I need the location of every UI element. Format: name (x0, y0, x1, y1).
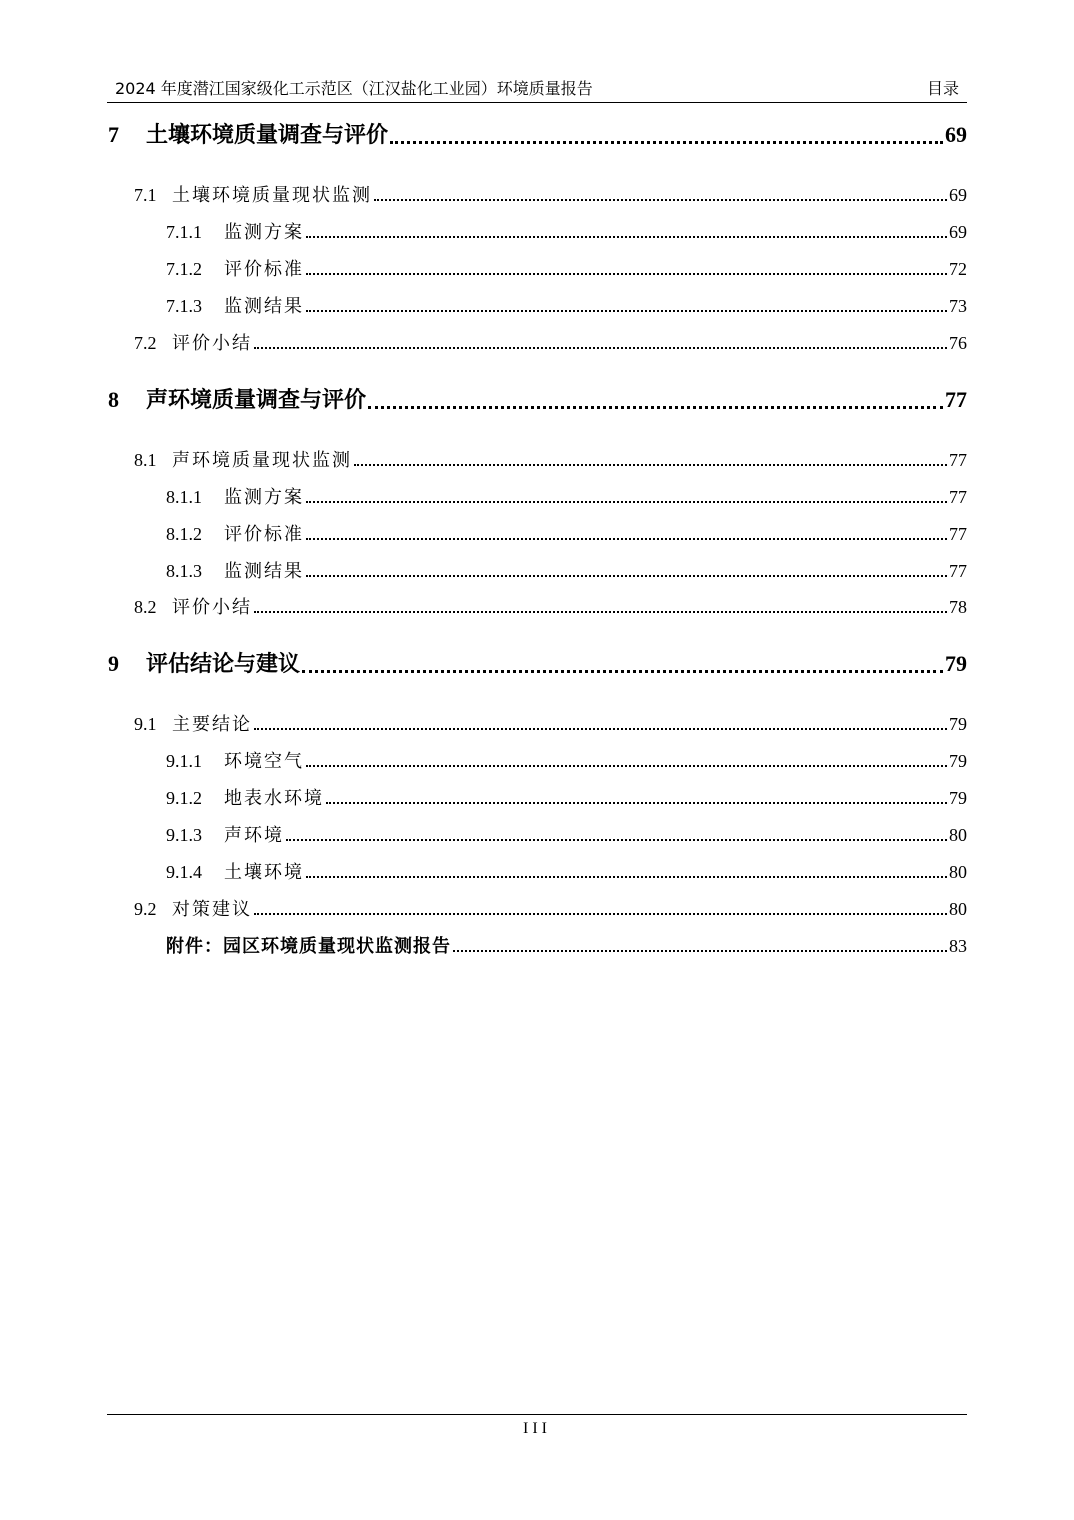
toc-number: 9.1.3 (166, 825, 202, 845)
toc-number: 8.1.3 (166, 561, 202, 581)
dot-leader (326, 802, 947, 804)
dot-leader (254, 913, 947, 915)
toc-number: 8.2 (134, 597, 157, 617)
dot-leader (286, 839, 947, 841)
toc-number: 7.1.3 (166, 296, 202, 316)
toc-page: 77 (949, 524, 967, 544)
toc-page: 77 (949, 487, 967, 507)
toc-section-9-1[interactable] (134, 710, 967, 736)
dot-leader (254, 728, 947, 730)
dot-leader (453, 950, 947, 952)
toc-page: 79 (949, 714, 967, 734)
toc-title: 评价标准 (224, 259, 304, 280)
toc-title: 监测方案 (224, 222, 304, 243)
toc-number: 9.1.2 (166, 788, 202, 808)
toc-page: 78 (949, 597, 967, 617)
toc-number: 9.1 (134, 714, 157, 734)
toc-title: 对策建议 (172, 899, 252, 920)
toc-title: 地表水环境 (224, 788, 324, 809)
dot-leader (306, 575, 947, 577)
toc-section-8-1-1[interactable] (166, 483, 967, 509)
toc-page: 73 (949, 296, 967, 316)
toc-number: 8.1.1 (166, 487, 202, 507)
toc-chapter-9[interactable] (108, 647, 967, 678)
toc-title: 评价小结 (172, 333, 252, 354)
toc-page: 69 (949, 185, 967, 205)
toc-page: 76 (949, 333, 967, 353)
toc-title: 声环境 (224, 825, 284, 846)
toc-page: 72 (949, 259, 967, 279)
dot-leader (390, 141, 943, 144)
report-title: 2024 年度潜江国家级化工示范区（江汉盐化工业园）环境质量报告 (115, 79, 593, 98)
toc-title: 评价标准 (224, 524, 304, 545)
toc-annex[interactable] (166, 932, 967, 958)
toc-section-7-1-2[interactable] (166, 255, 967, 281)
toc-page: 77 (949, 450, 967, 470)
dot-leader (306, 501, 947, 503)
dot-leader (374, 199, 947, 201)
toc-page: 80 (949, 825, 967, 845)
toc-number: 9.1.1 (166, 751, 202, 771)
toc-section-7-1[interactable] (134, 181, 967, 207)
toc-title: 评估结论与建议 (146, 651, 301, 677)
page-header (107, 76, 967, 102)
dot-leader (306, 310, 947, 312)
toc-number: 9.2 (134, 899, 157, 919)
toc-page: 79 (945, 651, 967, 676)
toc-number: 7.1.1 (166, 222, 202, 242)
dot-leader (354, 464, 947, 466)
toc-page: 79 (949, 751, 967, 771)
toc-title: 土壤环境 (224, 862, 304, 883)
toc-number: 8 (108, 387, 119, 412)
dot-leader (302, 670, 943, 673)
dot-leader (254, 347, 947, 349)
toc-section-8-2[interactable] (134, 593, 967, 619)
toc-page: 79 (949, 788, 967, 808)
toc-section-8-1-3[interactable] (166, 557, 967, 583)
toc-section-9-1-3[interactable] (166, 821, 967, 847)
toc-section-8-1[interactable] (134, 446, 967, 472)
toc-title: 监测结果 (224, 296, 304, 317)
toc-number: 8.1.2 (166, 524, 202, 544)
toc-title: 评价小结 (172, 597, 252, 618)
toc-title: 环境空气 (224, 751, 304, 772)
dot-leader (306, 273, 947, 275)
dot-leader (254, 611, 947, 613)
toc-section-7-1-3[interactable] (166, 292, 967, 318)
toc-number: 8.1 (134, 450, 157, 470)
toc-title: 声环境质量调查与评价 (146, 387, 367, 413)
toc-title: 声环境质量现状监测 (172, 450, 352, 471)
toc-chapter-7[interactable] (108, 118, 967, 149)
dot-leader (368, 406, 943, 409)
toc-section-9-1-2[interactable] (166, 784, 967, 810)
toc-title: 主要结论 (172, 714, 252, 735)
toc-section-7-2[interactable] (134, 329, 967, 355)
toc-page: 80 (949, 899, 967, 919)
toc-number: 7.1.2 (166, 259, 202, 279)
toc-page: 69 (945, 122, 967, 147)
toc-title: 土壤环境质量调查与评价 (146, 122, 389, 148)
toc-page: 77 (949, 561, 967, 581)
toc-section-8-1-2[interactable] (166, 520, 967, 546)
toc-section-7-1-1[interactable] (166, 218, 967, 244)
toc-number: 9 (108, 651, 119, 676)
toc-section-9-2[interactable] (134, 895, 967, 921)
toc-page: 83 (949, 936, 967, 956)
dot-leader (306, 236, 947, 238)
toc-number: 9.1.4 (166, 862, 202, 882)
toc-number: 7.2 (134, 333, 157, 353)
dot-leader (306, 876, 947, 878)
footer-rule (107, 1414, 967, 1415)
toc-title: 土壤环境质量现状监测 (172, 185, 372, 206)
toc-title: 监测结果 (224, 561, 304, 582)
dot-leader (306, 538, 947, 540)
toc-title: 附件：园区环境质量现状监测报告 (166, 936, 451, 957)
header-rule (107, 102, 967, 103)
toc-page: 80 (949, 862, 967, 882)
page-number: III (523, 1420, 551, 1437)
toc-number: 7 (108, 122, 119, 147)
toc-title: 监测方案 (224, 487, 304, 508)
header-section: 目录 (926, 79, 959, 98)
toc-page: 77 (945, 387, 967, 412)
toc-section-9-1-1[interactable] (166, 747, 967, 773)
toc-chapter-8[interactable] (108, 383, 967, 414)
toc-page: 69 (949, 222, 967, 242)
toc-section-9-1-4[interactable] (166, 858, 967, 884)
toc-number: 7.1 (134, 185, 157, 205)
dot-leader (306, 765, 947, 767)
